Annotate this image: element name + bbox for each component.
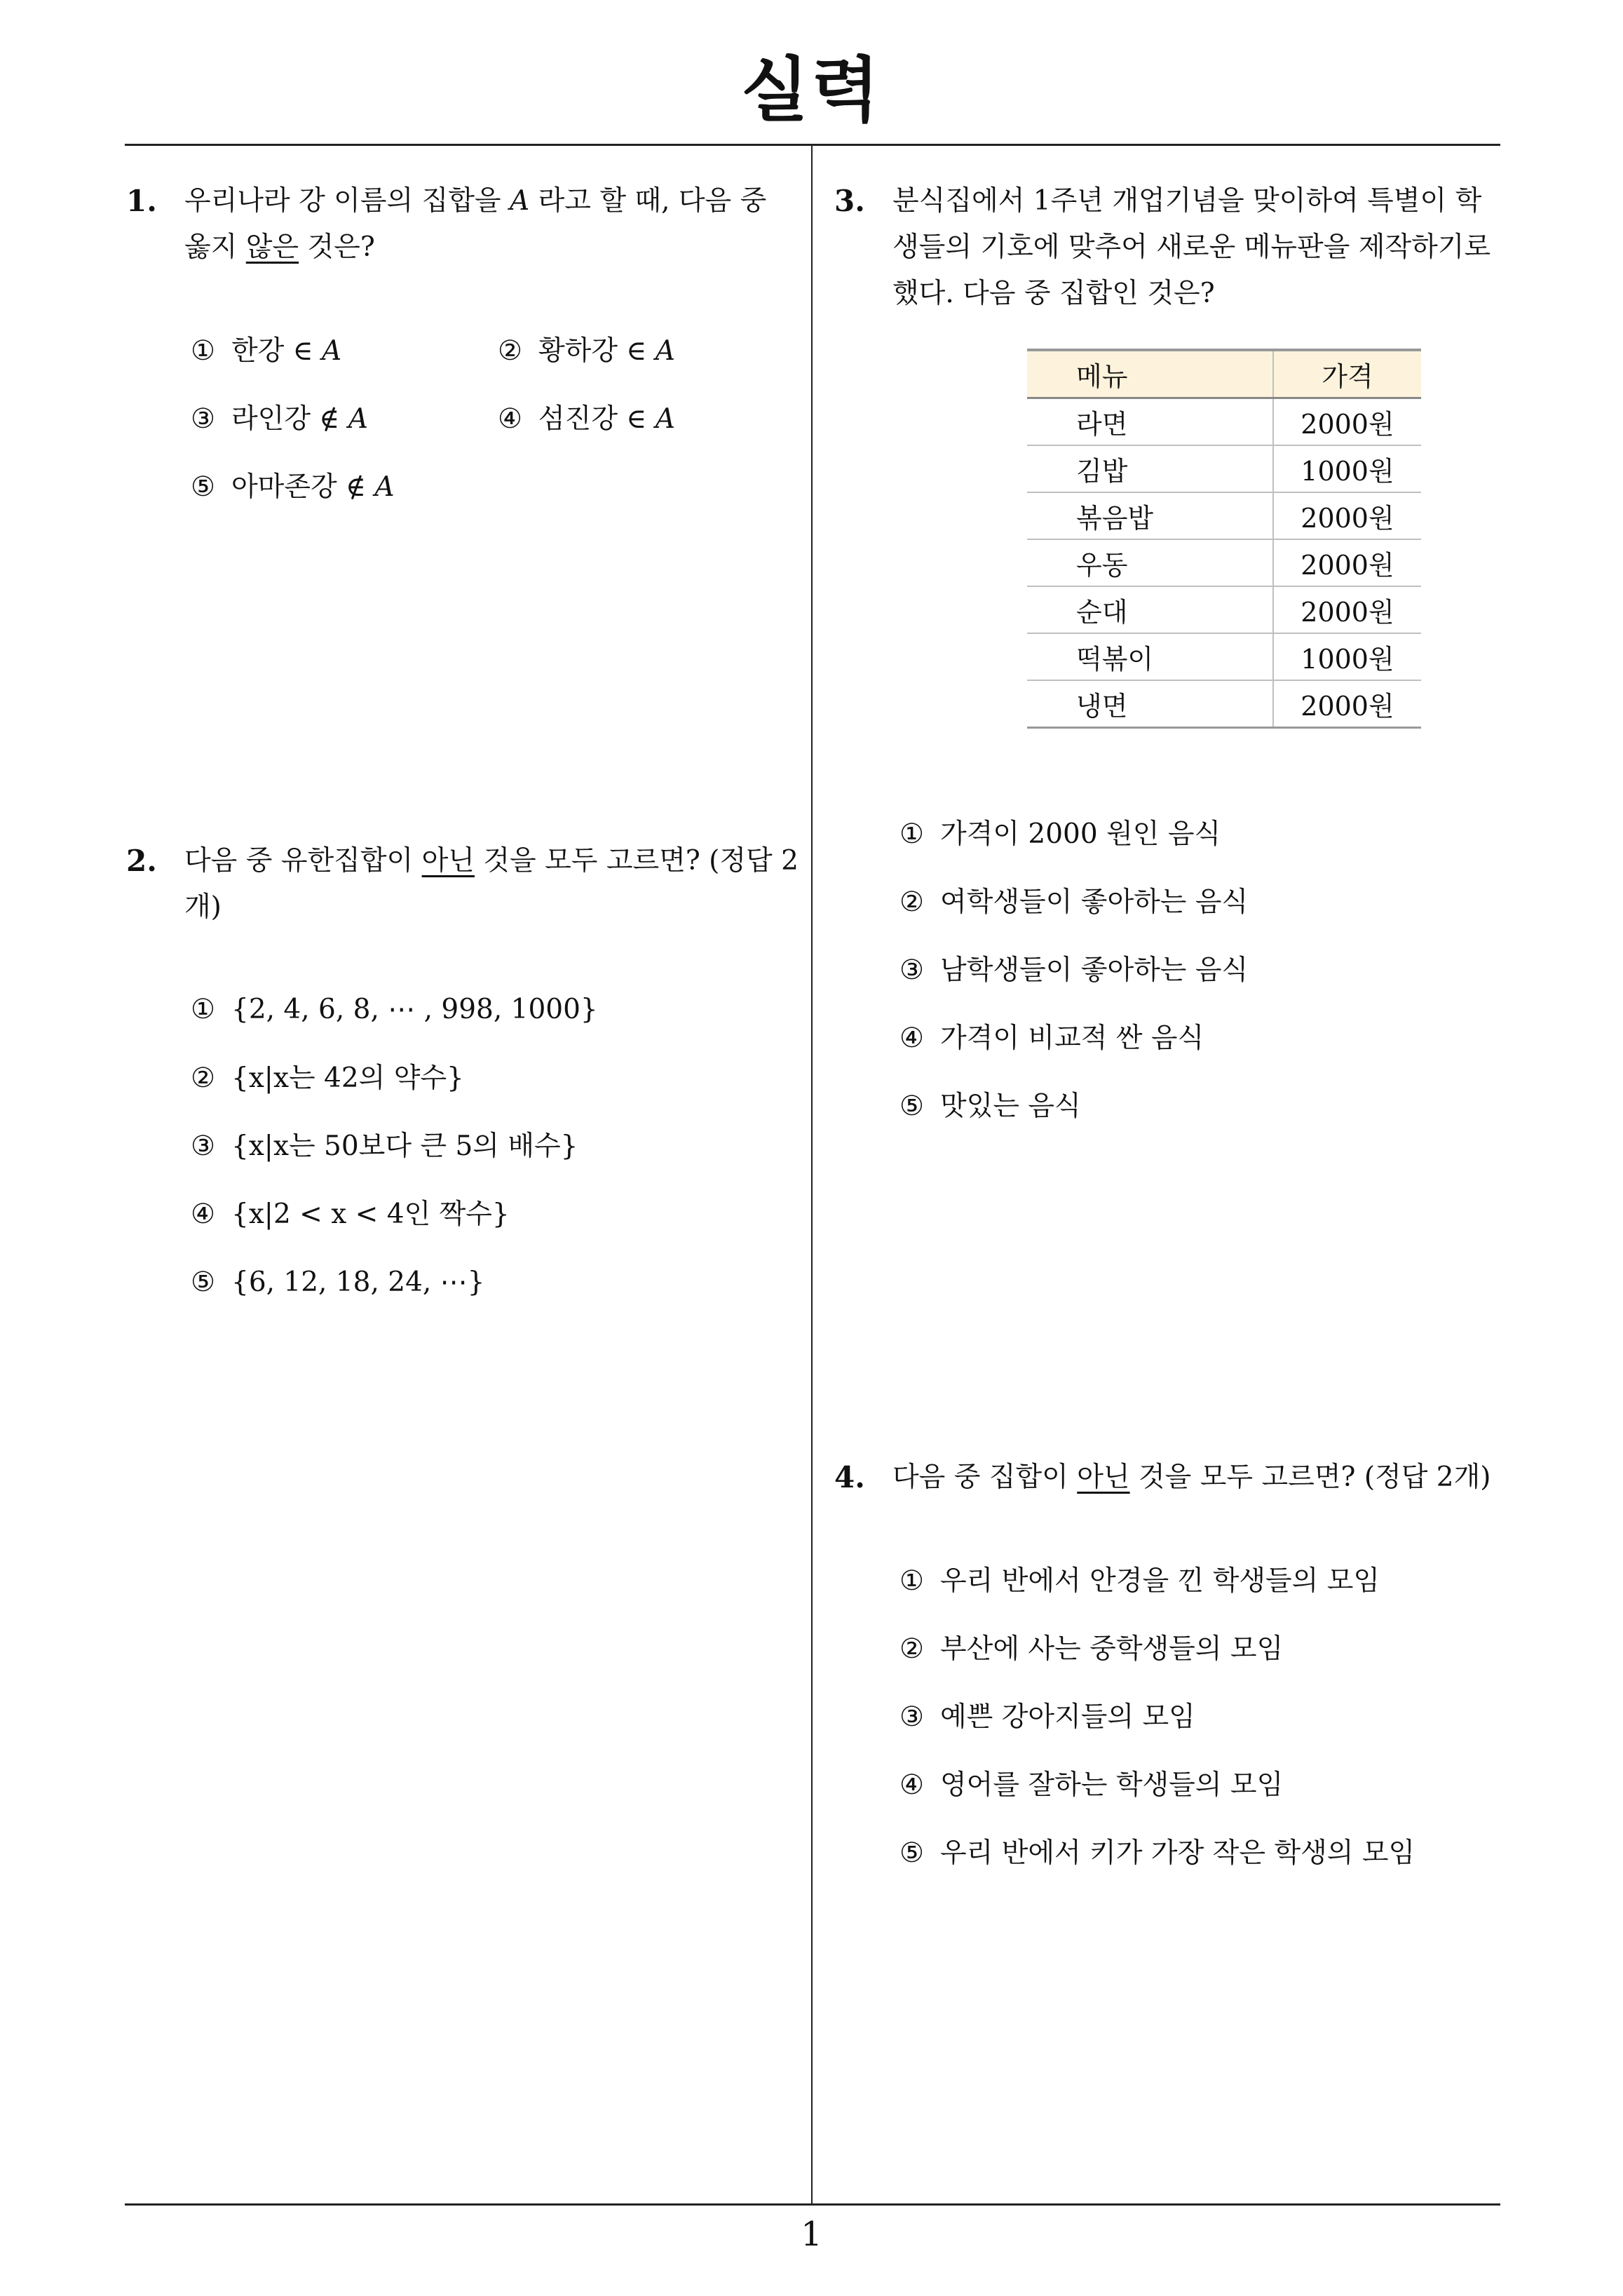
q1-option-3[interactable]: ③ 라인강 ∉ A xyxy=(191,403,368,435)
column-divider xyxy=(811,144,813,2203)
price-cell: 2000원 xyxy=(1273,586,1421,633)
table-row xyxy=(1027,492,1421,539)
question-number: 1. xyxy=(126,184,157,218)
menu-cell: 김밥 xyxy=(1027,445,1273,492)
menu-cell: 볶음밥 xyxy=(1027,492,1273,539)
q3-option-5[interactable]: ⑤ 맛있는 음식 xyxy=(899,1090,1081,1122)
bottom-divider xyxy=(125,2203,1500,2206)
page-title: 실력 xyxy=(740,49,883,131)
q2-option-5[interactable]: ⑤ {6, 12, 18, 24, ⋯} xyxy=(191,1267,485,1298)
price-cell: 2000원 xyxy=(1273,398,1421,446)
q1-option-2[interactable]: ② 황하강 ∈ A xyxy=(498,335,675,367)
question-stem: 우리나라 강 이름의 집합을 A 라고 할 때, 다음 중 옳지 않은 것은? xyxy=(184,185,767,263)
q3-option-3[interactable]: ③ 남학생들이 좋아하는 음식 xyxy=(899,954,1249,986)
table-header-row xyxy=(1027,350,1421,398)
question-2 xyxy=(126,838,799,931)
question-4 xyxy=(834,1454,1507,1501)
table-row xyxy=(1027,445,1421,492)
menu-cell: 냉면 xyxy=(1027,680,1273,728)
q2-option-4[interactable]: ④ {x|2 < x < 4인 짝수} xyxy=(191,1198,510,1230)
q1-option-1[interactable]: ① 한강 ∈ A xyxy=(191,335,342,367)
q4-option-3[interactable]: ③ 예쁜 강아지들의 모임 xyxy=(899,1701,1195,1733)
top-divider xyxy=(125,144,1500,146)
q2-option-2[interactable]: ② {x|x는 42의 약수} xyxy=(191,1062,464,1094)
column-header-menu: 메뉴 xyxy=(1027,350,1273,398)
q1-option-5[interactable]: ⑤ 아마존강 ∉ A xyxy=(191,471,395,503)
question-number: 2. xyxy=(126,844,157,878)
table-row xyxy=(1027,633,1421,680)
question-3 xyxy=(834,178,1507,317)
q2-option-3[interactable]: ③ {x|x는 50보다 큰 5의 배수} xyxy=(191,1130,578,1162)
menu-cell: 떡볶이 xyxy=(1027,633,1273,680)
question-number: 3. xyxy=(834,184,865,218)
question-stem: 다음 중 집합이 아닌 것을 모두 고르면? (정답 2개) xyxy=(892,1461,1491,1493)
q3-option-4[interactable]: ④ 가격이 비교적 싼 음식 xyxy=(899,1022,1204,1054)
question-stem: 분식집에서 1주년 개업기념을 맞이하여 특별이 학생들의 기호에 맞추어 새로운 메뉴판을 제작하기로 했다. 다음 중 집합인 것은? xyxy=(892,185,1491,309)
page-number: 1 xyxy=(801,2215,822,2254)
q3-option-2[interactable]: ② 여학생들이 좋아하는 음식 xyxy=(899,886,1249,918)
price-cell: 2000원 xyxy=(1273,492,1421,539)
price-cell: 1000원 xyxy=(1273,633,1421,680)
table-row xyxy=(1027,680,1421,728)
question-1 xyxy=(126,178,799,271)
table-row xyxy=(1027,539,1421,586)
q2-option-1[interactable]: ① {2, 4, 6, 8, ⋯ , 998, 1000} xyxy=(191,994,598,1025)
menu-cell: 우동 xyxy=(1027,539,1273,586)
q4-option-4[interactable]: ④ 영어를 잘하는 학생들의 모임 xyxy=(899,1769,1284,1801)
price-cell: 2000원 xyxy=(1273,539,1421,586)
table-row xyxy=(1027,398,1421,446)
q3-option-1[interactable]: ① 가격이 2000 원인 음식 xyxy=(899,818,1221,850)
table-row xyxy=(1027,586,1421,633)
q1-option-4[interactable]: ④ 섬진강 ∈ A xyxy=(498,403,675,435)
price-cell: 2000원 xyxy=(1273,680,1421,728)
q4-option-2[interactable]: ② 부산에 사는 중학생들의 모임 xyxy=(899,1633,1284,1665)
menu-cell: 순대 xyxy=(1027,586,1273,633)
column-header-price: 가격 xyxy=(1273,350,1421,398)
menu-cell: 라면 xyxy=(1027,398,1273,446)
question-number: 4. xyxy=(834,1460,865,1494)
question-stem: 다음 중 유한집합이 아닌 것을 모두 고르면? (정답 2개) xyxy=(184,845,799,923)
price-cell: 1000원 xyxy=(1273,445,1421,492)
q4-option-1[interactable]: ① 우리 반에서 안경을 낀 학생들의 모임 xyxy=(899,1565,1380,1597)
q4-option-5[interactable]: ⑤ 우리 반에서 키가 가장 작은 학생의 모임 xyxy=(899,1837,1415,1869)
menu-table xyxy=(1027,349,1421,729)
